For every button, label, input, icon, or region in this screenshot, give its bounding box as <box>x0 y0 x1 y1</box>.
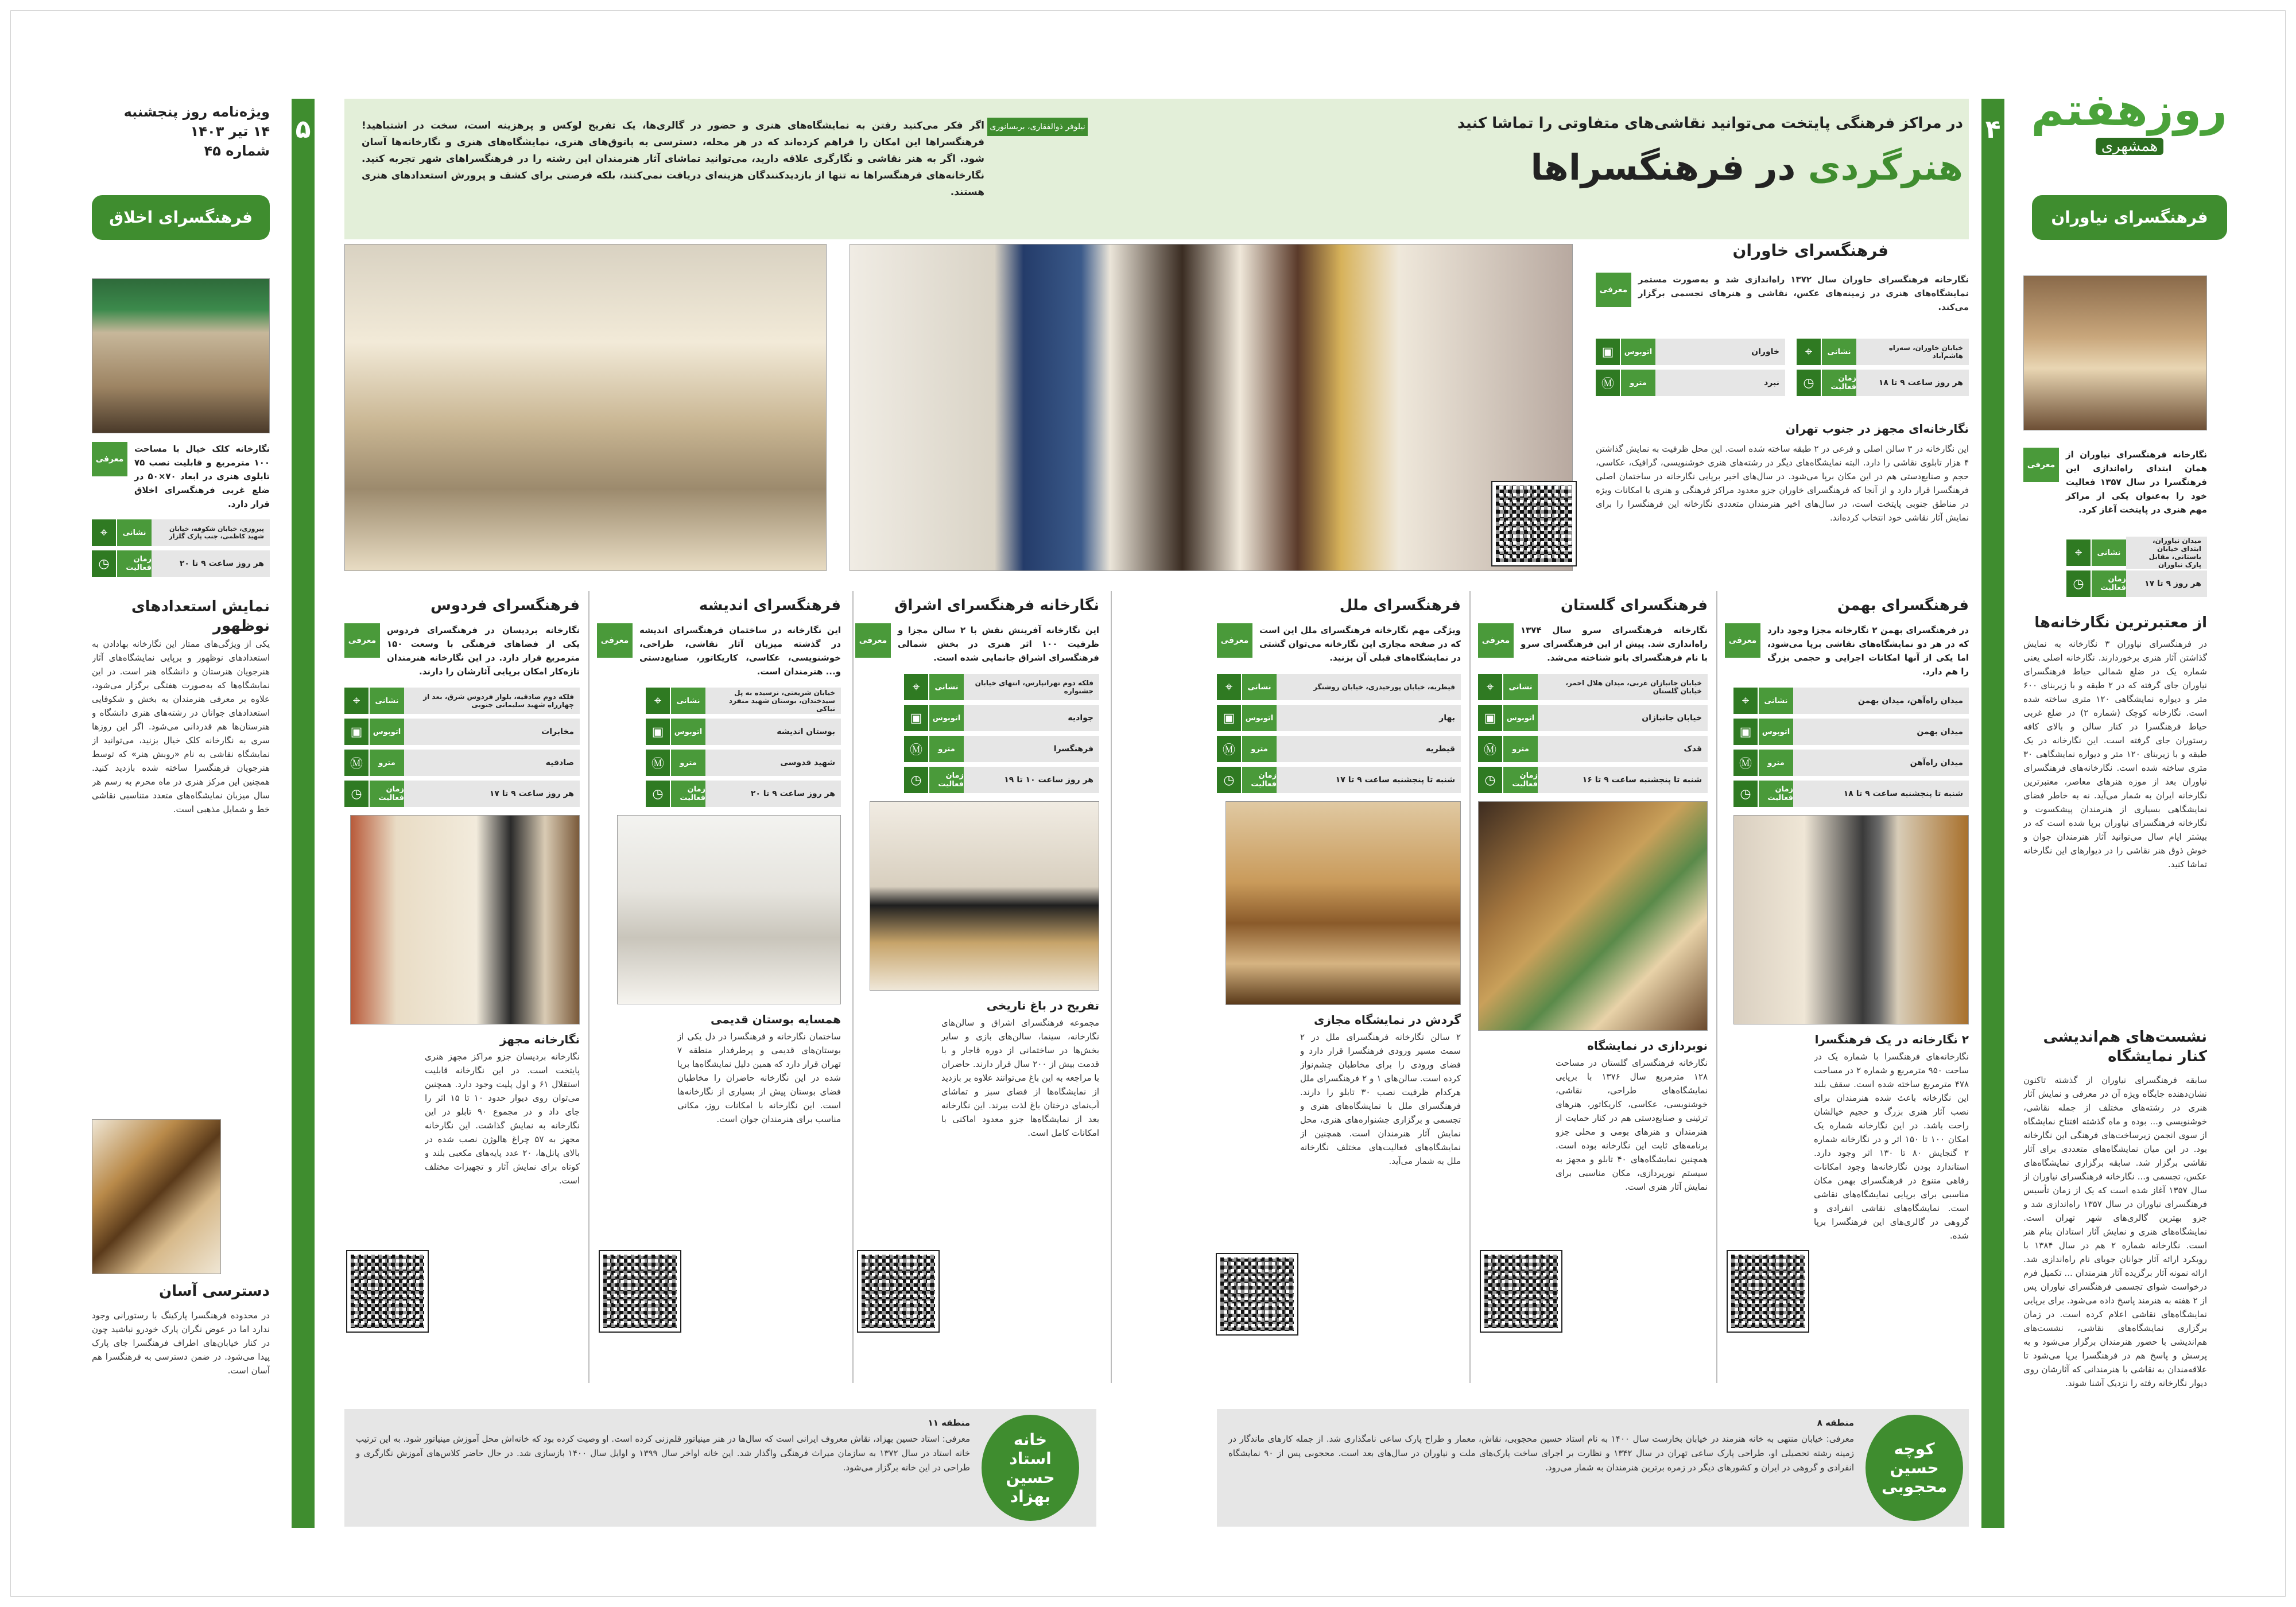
location-icon: ⌖ <box>344 688 369 714</box>
issue-line: شماره ۴۵ <box>204 143 270 159</box>
box-behzad-text: معرفی: استاد حسین بهزاد، نقاش معروف ایرانی است که سال‌ها در هنر مینیاتور قلم‌زنی کرده است. او وصیت کرده بود که خانه‌اش محل آموزش مینیاتور شود. به این ترتیب خانه استاد در سال ۱۳۷۲ به سازمان میراث فرهنگی واگذار شد. این خانه اواخر سال ۱۳۹۹ و اوایل سال ۱۴۰۰ بازسازی شد. در حال حاضر کلاس‌های آموزش نگارگری و طراحی در این خانه برگزار می‌شود. <box>356 1434 971 1473</box>
col-body: ۲ سالن نگارخانه فرهنگسرای ملل در ۲ سمت مسیر ورودی فرهنگسرا قرار دارد و فضای ورودی را برای مخاطبان چشم‌نواز کرده است. سالن‌های ۱ و ۲ فرهنگسرای ملل هرکدام ظرفیت نصب ۳۰ تابلو را دارند. فرهنگسرای ملل با نمایشگاه‌های هنری و تجسمی و برگزاری جشنواره‌های هنری، محل نمایش آثار هنرمندان است. همچنین از نمایشگاه‌های فعالیت‌های مختلف نگارخانه ملل به شمار می‌آید. <box>1300 1032 1461 1166</box>
col-metro: صادقیه <box>404 750 580 776</box>
intro-tag: معرفی <box>1596 273 1631 307</box>
khavaran-info-left <box>1596 339 1785 401</box>
col-title: فرهنگسرای گلستان <box>1560 597 1708 614</box>
akhlagh-address: پیروزی، خیابان شکوفه، خیابان شهید کاظمی، جنب پارک گلزار <box>152 519 270 546</box>
address-label: نشانی <box>1502 674 1538 700</box>
niavaran-p2: سابقه فرهنگسرای نیاوران از گذشته تاکنون نشان‌دهنده جایگاه ویژه آن در معرفی و نمایش آثار هنری در رشته‌های مختلف از جمله نقاشی، خوشنویسی و... بوده و ماه گذشته افتتاح نمایشگاه از سوی انجمن زیرساخت‌های فرهنگی این نگارخانه بود. در این میان نمایشگاه‌های متعددی برای آثار نقاشی برگزار شد. سابقه برگزاری نمایشگاه‌های عکس، تجسمی و... نگارخانه فرهنگسرای نیاوران از سال ۱۳۵۷ آغاز شده است که یک از زمان تأسیس فرهنگسرای نیاوران در سال ۱۳۵۷ راه‌اندازی شد و جزو بهترین گالری‌های شهر تهران است. نمایشگاه‌های هنری و نمایش آثار استادان بنام هنر است. نگارخانه شماره ۲ هم در سال ۱۳۸۴ با رویکرد ارائه آثار جوانان جویای نام راه‌اندازی شد. ارائه نمونه آثار برگزیده آثار هنرمندان ... تکمیل فرم درخواست شوای تجسمی فرهنگسرای نیاوران پس از ۲ هفته به هنرمند پاسخ داده می‌شود. برای برپایی نمایشگاه‌های نقاشی اعلام کرده است. در زمان برگزاری نمایشگاه‌های نقاشی، نشست‌های هم‌اندیشی با حضور هنرمندان برگزار می‌شود و به پرسش و پاسخ هم در فرهنگسرا برپا می‌شود تا علاقه‌مندان به نقاشی با هنرمندانی که آثارشان روی دیوار نگارخانه رفته را نزدیک آشنا شوند. <box>2023 1075 2207 1388</box>
col-melal <box>1217 597 1461 1254</box>
niavaran-info <box>2066 539 2207 601</box>
metro-label: مترو <box>1758 750 1793 776</box>
metro-icon: Ⓜ <box>1596 370 1620 396</box>
col-hours: شنبه تا پنجشنبه ساعت ۹ تا ۱۶ <box>1538 767 1708 793</box>
bus-icon: ▣ <box>904 705 928 731</box>
metro-label: مترو <box>1241 736 1277 762</box>
akhlagh-hours: هر روز ساعت ۹ تا ۲۰ <box>152 550 270 577</box>
box-behzad-badge <box>982 1415 1079 1521</box>
qr-code <box>347 1251 428 1332</box>
col-intro: این نگارخانه در ساختمان فرهنگسرای اندیشه در گذشته میزبان آثار نقاشی، طراحی، خوشنویسی، عکاسی، کاریکاتور، صنایع‌دستی و... هنرمندان است. <box>639 625 841 677</box>
bus-label: اتوبوس <box>1620 339 1655 365</box>
col-bus: جوادیه <box>964 705 1099 731</box>
intro-tag: معرفی <box>92 442 127 476</box>
logo <box>2032 83 2227 164</box>
hours-label: زمان فعالیت <box>369 781 404 807</box>
akhlagh-h1: نمایش استعدادهای نوظهور <box>131 598 270 635</box>
col-address: فلکه دوم تهرانپارس، انتهای خیابان جشنواره <box>964 674 1099 700</box>
clock-icon: ◷ <box>904 767 928 793</box>
badge-text: خانه استاد حسین بهزاد <box>1006 1430 1055 1506</box>
col-intro: در فرهنگسرای بهمن ۲ نگارخانه مجزا وجود دارد که در هر دو نمایشگاه‌های نقاشی برپا می‌شود، اما یکی از آنها امکانات اجرایی و حجمی بزرگ را هم دارد. <box>1767 625 1969 677</box>
akhlagh-h2: دسترسی آسان <box>158 1283 270 1300</box>
col-hours: هر روز ساعت ۹ تا ۱۷ <box>404 781 580 807</box>
intro-tag: معرفی <box>1217 623 1252 658</box>
qr-code <box>1728 1251 1808 1332</box>
issue-line: ۱۴ تیر ۱۴۰۳ <box>190 123 270 139</box>
issue-info <box>86 102 270 161</box>
clock-icon: ◷ <box>1478 767 1502 793</box>
col-bus: بوستان اندیشه <box>705 719 841 745</box>
clock-icon: ◷ <box>1797 370 1821 396</box>
lead: اگر فکر می‌کنید رفتن به نمایشگاه‌های هنری و حضور در گالری‌ها، یک تفریح لوکس و پرهزینه است، سخت در اشتباهید! فرهنگسراها این امکان را فراهم کرده‌اند که در هر محله، دسترسی به پاتوق‌های هنری، نمایشگاه‌های هنری و نگارخانه‌ها آسان شود. اگر به هنر نقاشی و نگارگری علاقه دارید، می‌توانید تماشای آثار هنرمندان این رشته را در فرهنگسراهای شهر تجربه کنید. نگارخانه‌های فرهنگسراها نه تنها از بازدیدکنندگان هزینه‌ای دریافت نمی‌کنند، بلکه فرصتی برای کشف و پرورش استعدادهای هنری هستند. <box>362 120 984 198</box>
address-label: نشانی <box>369 688 404 714</box>
bus-label: اتوبوس <box>369 719 404 745</box>
metro-icon: Ⓜ <box>1217 736 1241 762</box>
hours-label: زمان فعالیت <box>1502 767 1538 793</box>
page-num-4: ۴ <box>1985 115 2001 144</box>
intro-tag: معرفی <box>855 623 891 658</box>
box-behzad-zone: منطقه ۱۱ <box>928 1418 970 1428</box>
hours-label: زمان فعالیت <box>1821 370 1856 396</box>
col-metro: میدان راه‌آهن <box>1793 750 1969 776</box>
col-ferdows <box>344 597 580 1271</box>
location-icon: ⌖ <box>1478 674 1502 700</box>
photo-gallery-hall <box>344 244 827 571</box>
col-bus: میدان بهمن <box>1793 719 1969 745</box>
divider <box>1469 591 1471 1383</box>
khavaran-info-right <box>1797 339 1969 401</box>
photo-akhlagh-2 <box>92 1119 221 1274</box>
photo-gallery-paintings <box>850 244 1573 571</box>
col-body: نگارخانه‌های فرهنگسرا با شماره یک در ساحت ۹۵۰ مترمربع و شماره ۲ در مساحت ۴۷۸ مترمربع ساخته شده است. سقف بلند این نگارخانه باعث شده هنرمندان برای نصب آثار هنری بزرگ و حجیم خیالشان راحت باشد. در این نگارخانه شماره یک امکان ۱۰۰ تا ۱۵۰ اثر و در نگارخانه شماره ۲ گنجایش ۸۰ تا ۱۳۰ اثر وجود دارد. استاندارد بودن نگارخانه‌ها وجود امکانات رفاهی متنوع در فرهنگسرای بهمن مکان مناسبی برای برپایی نمایشگاه‌های نقاشی است. نمایشگاه‌های نقاشی انفرادی و گروهی در گالری‌های این فرهنگسرا برپا شده. <box>1814 1051 1969 1241</box>
address-label: نشانی <box>670 688 705 714</box>
author-tag <box>987 118 1088 136</box>
headline <box>1378 146 1963 188</box>
col-intro: نگارخانه فرهنگسرای سرو سال ۱۳۷۴ راه‌اندازی شد. پیش از این فرهنگسرای سرو با نام فرهنگسرای بانو شناخته می‌شد. <box>1521 625 1708 663</box>
intro-tag: معرفی <box>1725 623 1760 658</box>
col-sub: تفریح در باغ تاریخی <box>986 999 1099 1012</box>
col-bahman <box>1725 597 1969 1268</box>
address-label: نشانی <box>116 519 152 546</box>
col-golestan <box>1478 597 1708 1274</box>
akhlagh-info <box>92 519 270 581</box>
khavaran-body: این نگارخانه در ۳ سالن اصلی و فرعی در ۲ طبقه ساخته شده است. این محل ظرفیت به نمایش گذاشتن ۴ هزار تابلوی نقاشی را دارد. البته نمایشگاه‌های دیگر در رشته‌های هنری خوشنویسی، گرافیک، عکاسی، حجم و صنایع‌دستی هم در این مکان برپا می‌شود. در سال‌های اخیر برپایی نگارخانه در ساختمان اصلی فرهنگسرا قرار دارد و از آنجا که فرهنگسرای خاوران جزو معدود مراکز فرهنگی و هنری با امکانات ویژه در مناطق جنوبی پایتخت است، در سال‌های اخیر هنرمندان متعددی نگارخانه این فرهنگسرا را برای نمایش آثار نقاشی خود انتخاب کرده‌اند. <box>1596 444 1969 523</box>
bus-label: اتوبوس <box>928 705 964 731</box>
col-address: خیابان شریعتی، نرسیده به پل سیدخندان، بوستان شهید منفرد نیاکی <box>705 688 841 714</box>
box-mahjoobi-badge <box>1865 1415 1963 1521</box>
khavaran-intro <box>1596 273 1969 314</box>
col-body: نگارخانه فرهنگسرای گلستان در مساحت ۱۲۸ مترمربع سال ۱۳۷۶ با برپایی نمایشگاه‌های طراحی، نقاشی، خوشنویسی، عکاسی، کاریکاتور، هنرهای ترئینی و صنایع‌دستی هم در کنار حمایت از هنرمندان و هنرهای بومی و محلی جزو برنامه‌های ثابت این نگارخانه بوده است. همچنین نمایشگاه‌های ۴۰ تابلو و مجهز به سیستم نورپردازی، مکان مناسبی برای نمایش آثار هنری است. <box>1556 1058 1708 1192</box>
divider <box>1716 591 1717 1383</box>
col-photo <box>350 815 580 1024</box>
col-address: خیابان جانبازان غربی، میدان هلال احمر، خیابان گلستان <box>1538 674 1708 700</box>
location-icon: ⌖ <box>1733 688 1758 714</box>
col-title: فرهنگسرای ملل <box>1339 597 1461 614</box>
akhlagh-p2: در محدوده فرهنگسرا پارکینگ با رستورانی وجود ندارد اما در عوض نگران پارک خودرو نباشید چون در کنار خیابان‌های اطراف فرهنگسرا جای پارک پیدا می‌شود. در ضمن دسترسی به فرهنگسرا هم آسان است. <box>92 1310 270 1376</box>
address-label: نشانی <box>1821 339 1856 365</box>
author: نیلوفر ذوالفقاری، بریسانوری <box>990 122 1085 131</box>
hours-label: زمان فعالیت <box>1241 767 1277 793</box>
col-metro: فرهنگسرا <box>964 736 1099 762</box>
bus-icon: ▣ <box>1478 705 1502 731</box>
khavaran-bus: خاوران <box>1655 339 1785 365</box>
photo-niavaran <box>2023 275 2207 430</box>
address-label: نشانی <box>1241 674 1277 700</box>
metro-label: مترو <box>928 736 964 762</box>
col-metro: شهید قدوسی <box>705 750 841 776</box>
col-hours: شنبه تا پنجشنبه ساعت ۹ تا ۱۷ <box>1277 767 1461 793</box>
col-sub: ۲ نگارخانه در یک فرهنگسرا <box>1814 1032 1969 1046</box>
col-sub: نوبردازی در نمایشگاه <box>1587 1039 1708 1053</box>
box-mahjoobi-zone: منطقه ۸ <box>1817 1418 1854 1428</box>
intro-tag: معرفی <box>344 623 380 658</box>
khavaran-intro-text: نگارخانه فرهنگسرای خاوران سال ۱۳۷۲ راه‌اندازی شد و به‌صورت مستمر نمایشگاه‌های هنری در زمینه‌های عکس، نقاشی و هنرهای تجسمی برگزار می‌کند. <box>1638 274 1969 312</box>
divider <box>588 591 589 1383</box>
box-mahjoobi-text: معرفی: خیابان منتهی به خانه هنرمند در خیابان بخارست سال ۱۴۰۰ به نام استاد حسین محجوبی، نقاش، معمار و طراح پارک ساعی نامگذاری شد. از جمله کارهای ماندگار در زمینه رشته تحصیلی او، طراحی پارک ساعی تهران در سال ۱۳۴۲ و نظارت بر اجرای ساخت پارک‌های ملت و نیاوران در سال‌های بعد است. محجوبی پس از ۹۰ نمایشگاه انفرادی و گروهی در ایران و کشورهای دیگر در زمره برترین هنرمندان به شمار می‌رود. <box>1228 1434 1855 1473</box>
location-icon: ⌖ <box>646 688 670 714</box>
col-photo <box>1733 815 1969 1024</box>
niavaran-intro-text: نگارخانه فرهنگسرای نیاوران از همان ابتدای راه‌اندازی این فرهنگسرا در سال ۱۳۵۷ فعالیت خود را به‌عنوان یکی از مراکز مهم هنری در پایتخت آغاز کرد. <box>2066 449 2207 515</box>
col-hours: شنبه تا پنجشنبه ساعت ۹ تا ۱۸ <box>1793 781 1969 807</box>
badge-akhlagh: فرهنگسرای اخلاق <box>92 195 270 240</box>
page-number-right <box>1981 99 2004 1528</box>
clock-icon: ◷ <box>646 781 670 807</box>
divider <box>852 591 854 1383</box>
address-label: نشانی <box>2091 539 2126 566</box>
metro-label: مترو <box>670 750 705 776</box>
headline-green: هنرگردی <box>1808 146 1963 188</box>
col-bus: بهار <box>1277 705 1461 731</box>
clock-icon: ◷ <box>92 550 116 577</box>
metro-icon: Ⓜ <box>904 736 928 762</box>
address-label: نشانی <box>928 674 964 700</box>
qr-code <box>1492 482 1576 565</box>
col-hours: هر روز ساعت ۱۰ تا ۱۹ <box>964 767 1099 793</box>
issue-line: ویژه‌نامه روز پنجشنبه <box>123 104 270 120</box>
qr-code <box>600 1251 680 1332</box>
col-body: مجموعه فرهنگسرای اشراق و سالن‌های نگارخانه، سینما، سالن‌های بازی و سایر بخش‌ها در ساختمانی از دوره قاجار و با قدمت بیش از ۲۰۰ سال قرار دارند. حاضران با مراجعه به این باغ می‌توانند علاوه بر بازدید از نمایشگاه‌ها از فضای سبز و تماشای آب‌نمای درختان باغ لذت ببرند. این نگارخانه بعد از نمایشگاه‌ها جزو معدود اماکنی با امکانات کامل است. <box>941 1018 1099 1138</box>
akhlagh-intro <box>92 442 270 511</box>
intro-tag: معرفی <box>1478 623 1514 658</box>
logo-text: روزهفتم <box>2031 84 2227 136</box>
col-title: فرهنگسرای اندیشه <box>699 597 841 614</box>
bus-label: اتوبوس <box>670 719 705 745</box>
qr-code <box>858 1251 938 1332</box>
location-icon: ⌖ <box>92 519 116 546</box>
khavaran-hours: هر روز ساعت ۹ تا ۱۸ <box>1856 370 1969 396</box>
col-address: قیطریه، خیابان پورحیدری، خیابان روشنگر <box>1277 674 1461 700</box>
bus-label: اتوبوس <box>1241 705 1277 731</box>
hours-label: زمان فعالیت <box>116 550 152 577</box>
col-andisheh <box>597 597 841 1248</box>
col-photo <box>617 815 841 1004</box>
page-number-left <box>292 99 315 1528</box>
metro-icon: Ⓜ <box>1733 750 1758 776</box>
akhlagh-intro-text: نگارخانه کلک خیال با مساحت ۱۰۰ مترمربع و قابلیت نصب ۷۵ تابلوی هنری در ابعاد ۷۰×۵۰ در ضلع غربی فرهنگسرای اخلاق قرار دارد. <box>134 444 270 509</box>
location-icon: ⌖ <box>904 674 928 700</box>
col-metro: قیطریه <box>1277 736 1461 762</box>
niavaran-address: میدان نیاوران، ابتدای خیابان باستانی، مقابل پارک نیاوران <box>2126 537 2207 569</box>
metro-icon: Ⓜ <box>1478 736 1502 762</box>
bus-icon: ▣ <box>1217 705 1241 731</box>
clock-icon: ◷ <box>2066 570 2091 597</box>
col-body: نگارخانه بردیسان جزو مراکز مجهز هنری پایتخت است. در این نگارخانه قابلیت استقلال ۶۱ و اول پلیت وجود دارد. همچنین می‌توان روی دیوار حدود ۱۰ تا ۱۵ اثر را جای داد و در مجموع ۹۰ تابلو در این نگارخانه به نمایش گذاشت. این نگارخانه مجهز به ۵۷ چراغ هالوژن نصب شده در بالای پانل‌ها، ۲۰ عدد پایه‌های مکعبی بلند و کوتاه برای نمایش آثار و تجهیزات مختلف است. <box>425 1051 580 1186</box>
col-title: فرهنگسرای فردوس <box>430 597 580 614</box>
clock-icon: ◷ <box>1217 767 1241 793</box>
location-icon: ⌖ <box>1797 339 1821 365</box>
bus-label: اتوبوس <box>1758 719 1793 745</box>
col-title: فرهنگسرای بهمن <box>1837 597 1969 614</box>
photo-akhlagh <box>92 278 270 433</box>
col-sub: نگارخانه مجهز <box>499 1032 580 1046</box>
qr-code <box>1217 1254 1297 1334</box>
col-intro: این نگارخانه آفرینش نقش با ۲ سالن مجزا و ظرفیت ۱۰۰ اثر هنری در بخش شمالی فرهنگسرای اشراق جانمایی شده است. <box>898 625 1100 663</box>
col-body: ساختمان نگارخانه و فرهنگسرا در دل یکی از بوستان‌های قدیمی و پرطرفدار منطقه ۷ تهران قرار دارد که همین دلیل نمایشگاه‌ها برپا شده در این نگارخانه حاضران را مخاطبان فضای بوستان پیش از بسیاری از نگارخانه‌ها است. این نگارخانه با امکانات روز، مکانی مناسب برای هنرمندان جوان است. <box>677 1031 841 1124</box>
col-title: نگارخانه فرهنگسرای اشراق <box>894 597 1099 614</box>
location-icon: ⌖ <box>1217 674 1241 700</box>
badge-text: کوچه حسین محجوبی <box>1881 1439 1948 1496</box>
bus-icon: ▣ <box>646 719 670 745</box>
bus-icon: ▣ <box>1733 719 1758 745</box>
col-eshragh <box>855 597 1099 1251</box>
qr-code <box>1481 1251 1561 1332</box>
metro-label: مترو <box>1502 736 1538 762</box>
divider <box>1111 591 1112 1383</box>
address-label: نشانی <box>1758 688 1793 714</box>
akhlagh-p1: یکی از ویژگی‌های ممتاز این نگارخانه بهادادن به استعدادهای نوظهور و برپایی نمایشگاه‌های آثار هنرجویان هنرستان و دانشگاه هنر است. در این نمایشگاه‌ها که به‌صورت هفتگی برگزار می‌شود، علاوه بر معرفی هنرمندان به بخش و شکوفایی استعدادهای جوانان در رشته‌های هنری دانشگاه و هنرستان‌ها هم قدردانی می‌شود. اگر این روزها سری به نگارخانه کلک خیال بزنید، می‌توانید از نمایشگاه نقاشی به نام «روبش هنر» که توسط هنرجویان فرهنگسرا ساخته شده بازدید کنید. همچنین این مرکز هنری در ماه محرم به رسم هر سال میزبان نمایشگاه‌های متعدد متناسبی نقاشی خط و شمایل مذهبی است. <box>92 639 270 814</box>
kicker: در مراکز فرهنگی پایتخت می‌توانید نقاشی‌های متفاوتی را تماشا کنید <box>1457 115 1963 132</box>
col-photo <box>1225 801 1461 1005</box>
col-photo <box>870 801 1099 991</box>
location-icon: ⌖ <box>2066 539 2091 566</box>
metro-label: مترو <box>369 750 404 776</box>
niavaran-h1: از معتبرترین نگارخانه‌ها <box>2034 614 2207 631</box>
logo-sub: همشهری <box>2096 138 2164 155</box>
col-address: فلکه دوم صادقیه، بلوار فردوس شرق، بعد از چهارراه شهید سلیمانی جنوبی <box>404 688 580 714</box>
niavaran-hours: هر روز ۹ تا ۱۷ <box>2126 570 2207 597</box>
col-hours: هر روز ساعت ۹ تا ۲۰ <box>705 781 841 807</box>
col-intro: ویژگی مهم نگارخانه فرهنگسرای ملل این است که در صفحه مجازی این نگارخانه می‌توان گشتی در نمایشگاه‌های قبلی آن بزنید. <box>1259 625 1461 663</box>
hours-label: زمان فعالیت <box>1758 781 1793 807</box>
niavaran-intro <box>2023 448 2207 517</box>
col-metro: قدک <box>1538 736 1708 762</box>
col-address: میدان راه‌آهن، میدان بهمن <box>1793 688 1969 714</box>
col-intro: نگارخانه بردیسان در فرهنگسرای فردوس یکی از فضاهای فرهنگی با وسعت ۱۵۰ مترمربع قرار دارد. در این نگارخانه هنرمندان تازه‌کار امکان برپایی آثارشان را دارند. <box>387 625 580 677</box>
bus-icon: ▣ <box>1596 339 1620 365</box>
khavaran-sub: نگارخانه‌ای مجهز در جنوب تهران <box>1785 422 1969 436</box>
bus-icon: ▣ <box>344 719 369 745</box>
col-sub: همسایه بوستان قدیمی <box>711 1012 841 1026</box>
hours-label: زمان فعالیت <box>670 781 705 807</box>
metro-label: مترو <box>1620 370 1655 396</box>
intro-tag: معرفی <box>2023 448 2059 482</box>
page-num-5: ۵ <box>295 115 311 144</box>
niavaran-p1: در فرهنگسرای نیاوران ۳ نگارخانه به نمایش گذاشتن آثار هنری برخوردارند. نگارخانه اصلی یعنی شماره یک در ضلع شمالی حیاط فرهنگسرای نیاوران جای گرفته که در ۲ طبقه و با زیربنای ۶۰۰ متر و دیواره نمایشگاهی ۱۲۰ متری ساخته شده است. نگارخانه کوچک (شماره ۲) در ضلع غربی حیاط فرهنگسرا در کنار سالن و بالای کافه رستوران جای گرفته است. این نگارخانه در یک طبقه و با زیربنای ۱۲۰ متر و دیواره نمایشگاهی ۳۰ متری ساخته شده است. نگارخانه‌های فرهنگسرای نیاوران بعد از موزه هنرهای معاصر، معتبرترین نگارخانه ایران به شمار می‌آید. نه به خاطر فضای نمایشگاهی بسیاری از هنرمندان پیشکسوت و نگارخانه فرهنگسرای نیاوران برپا شده است که در بیشتر ایام سال می‌توانید آثار هنرمندان جوان و خوش ذوق هنر نقاشی را در دیوارهای این نگارخانه تماشا کنید. <box>2023 639 2207 870</box>
khavaran-metro: نبرد <box>1655 370 1785 396</box>
hours-label: زمان فعالیت <box>928 767 964 793</box>
clock-icon: ◷ <box>344 781 369 807</box>
badge-niavaran: فرهنگسرای نیاوران <box>2032 195 2227 240</box>
col-photo <box>1478 801 1708 1031</box>
khavaran-title: فرهنگسرای خاوران <box>1732 241 1888 260</box>
clock-icon: ◷ <box>1733 781 1758 807</box>
khavaran-address: خیابان خاوران، سه‌راه هاشم‌آباد <box>1856 339 1969 365</box>
niavaran-h2: نشست‌های هم‌اندیشی کنار نمایشگاه <box>2043 1028 2207 1065</box>
col-bus: خیابان جانبازان <box>1538 705 1708 731</box>
col-bus: مخابرات <box>404 719 580 745</box>
intro-tag: معرفی <box>597 623 633 658</box>
bus-label: اتوبوس <box>1502 705 1538 731</box>
hours-label: زمان فعالیت <box>2091 570 2126 597</box>
headline-black: در فرهنگسراها <box>1530 146 1796 188</box>
metro-icon: Ⓜ <box>646 750 670 776</box>
col-sub: گردش در نمایشگاه مجازی <box>1314 1013 1461 1027</box>
metro-icon: Ⓜ <box>344 750 369 776</box>
